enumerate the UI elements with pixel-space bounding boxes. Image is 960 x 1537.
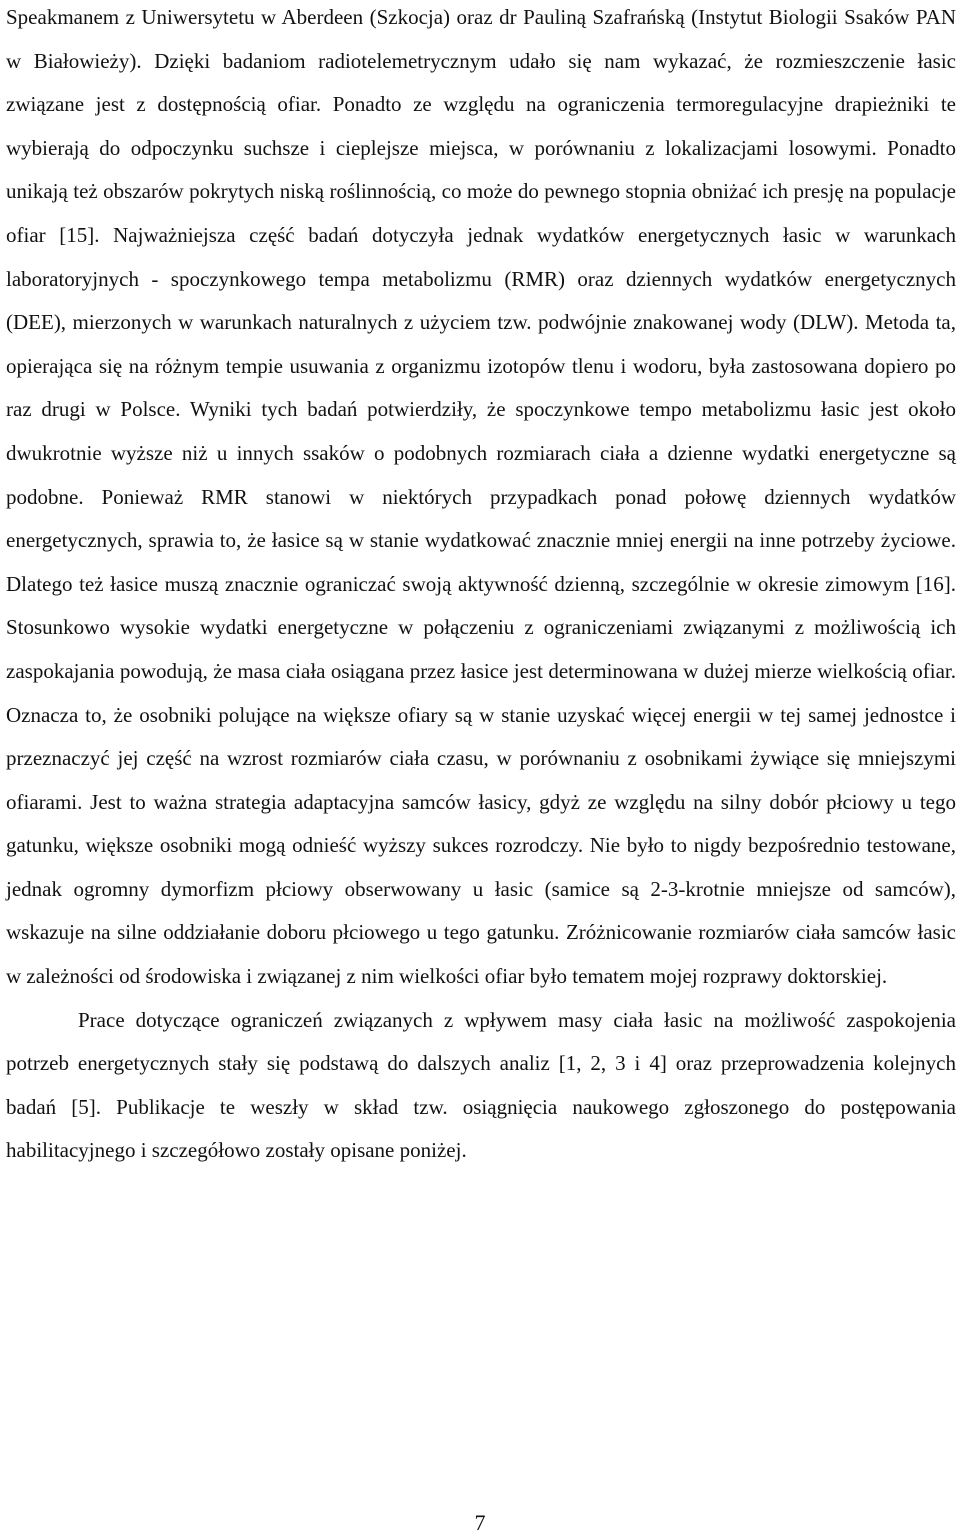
body-paragraph-continued: Speakmanem z Uniwersytetu w Aberdeen (Szkocja) oraz dr Pauliną Szafrańską (Instytut Biologii Ssaków PAN w Białowieży). Dzięki badaniom radiotelemetrycznym udało się nam wykazać, że rozmieszczenie łasic związane jest z dostępnością ofiar. Ponadto ze względu na ograniczenia termoregulacyjne drapieżniki te wybierają do odpoczynku suchsze i cieplejsze miejsca, w porównaniu z lokalizacjami losowymi. Ponadto unikają też obszarów pokrytych niską roślinnością, co może do pewnego stopnia obniżać ich presję na populacje ofiar [15]. Najważniejsza część badań dotyczyła jednak wydatków energetycznych łasic w warunkach laboratoryjnych - spoczynkowego tempa metabolizmu (RMR) oraz dziennych wydatków energetycznych (DEE), mierzonych w warunkach naturalnych z użyciem tzw. podwójnie znakowanej wody (DLW). Metoda ta, opierająca się na różnym tempie usuwania z organizmu izotopów tlenu i wodoru, była zastosowana dopiero po raz drugi w Polsce. Wyniki tych badań potwierdziły, że spoczynkowe tempo metabolizmu łasic jest około dwukrotnie wyższe niż u innych ssaków o podobnych rozmiarach ciała a dzienne wydatki energetyczne są podobne. Ponieważ RMR stanowi w niektórych przypadkach ponad połowę dziennych wydatków energetycznych, sprawia to, że łasice są w stanie wydatkować znacznie mniej energii na inne potrzeby życiowe. Dlatego też łasice muszą znacznie ograniczać swoją aktywność dzienną, szczególnie w okresie zimowym [16]. Stosunkowo wysokie wydatki energetyczne w połączeniu z ograniczeniami związanymi z możliwością ich zaspokajania powodują, że masa ciała osiągana przez łasice jest determinowana w dużej mierze wielkością ofiar. Oznacza to, że osobniki polujące na większe ofiary są w stanie uzyskać więcej energii w tej samej jednostce i przeznaczyć jej część na wzrost rozmiarów ciała czasu, w porównaniu z osobnikami żywiące się mniejszymi ofiarami. Jest to ważna strategia adaptacyjna samców łasicy, gdyż ze względu na silny dobór płciowy u tego gatunku, większe osobniki mogą odnieść wyższy sukces rozrodczy. Nie było to nigdy bezpośrednio testowane, jednak ogromny dymorfizm płciowy obserwowany u łasic (samice są 2-3-krotnie mniejsze od samców), wskazuje na silne oddziałanie doboru płciowego u tego gatunku. Zróżnicowanie rozmiarów ciała samców łasic w zależności od środowiska i związanej z nim wielkości ofiar było tematem mojej rozprawy doktorskiej. <box>6 5 956 989</box>
page-number: 7 <box>474 1510 486 1535</box>
document-page <box>6 0 956 1173</box>
body-paragraph: Prace dotyczące ograniczeń związanych z wpływem masy ciała łasic na możliwość zaspokojenia potrzeb energetycznych stały się podstawą do dalszych analiz [1, 2, 3 i 4] oraz przeprowadzenia kolejnych badań [5]. Publikacje te weszły w skład tzw. osiągnięcia naukowego zgłoszonego do postępowania habilitacyjnego i szczegółowo zostały opisane poniżej. <box>6 1007 956 1163</box>
